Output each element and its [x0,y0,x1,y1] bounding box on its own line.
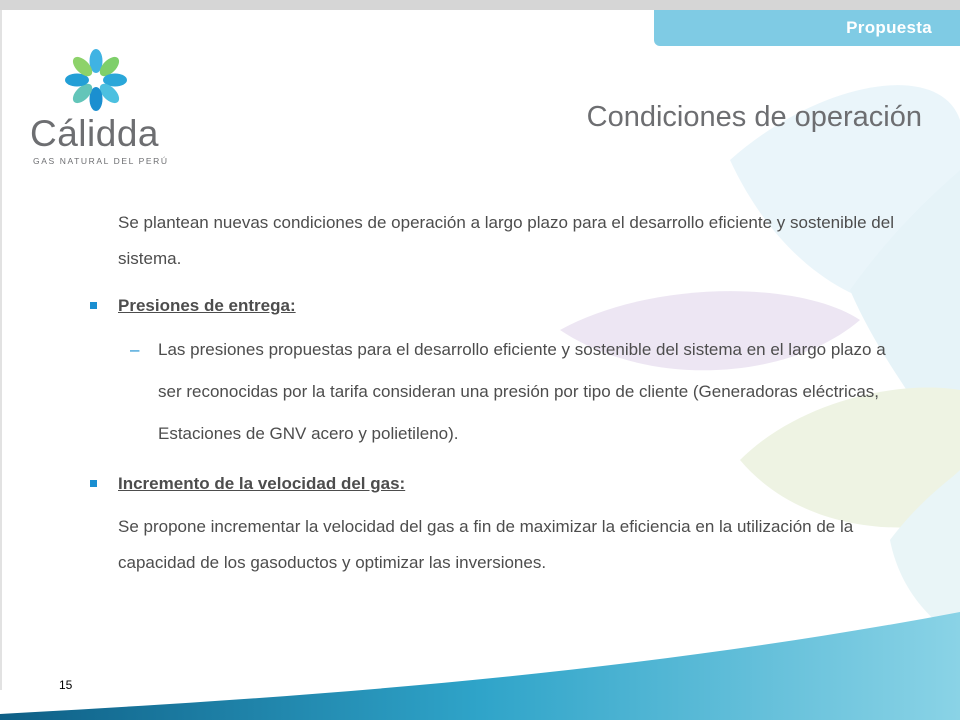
logo-tagline: GAS NATURAL DEL PERÚ [33,156,169,166]
section-tag: Propuesta [654,10,960,46]
intro-paragraph: Se plantean nuevas condiciones de operación a largo plazo para el desarrollo eficiente y sostenible del sistema. [118,213,894,268]
bullet-velocidad [90,469,894,499]
slide-body [90,205,894,581]
page-number: 15 [59,678,73,692]
sub-bullet-item [130,329,894,455]
square-bullet-icon [90,480,97,487]
square-bullet-icon [90,302,97,309]
sub-bullet-text: Las presiones propuestas para el desarrollo eficiente y sostenible del sistema en el largo plazo a ser reconocidas por la tarifa consideran una presión por tipo de cliente (Generadoras eléctricas, Estaciones de GNV acero y polietileno). [158,340,886,443]
bullet-heading: Incremento de la velocidad del gas: [118,474,406,493]
left-border [0,10,2,690]
bullet-heading: Presiones de entrega: [118,296,296,315]
page-title: Condiciones de operación [586,101,922,133]
logo-wordmark: Cálidda [30,113,159,154]
dash-bullet-icon: – [130,340,140,359]
bullet-presiones [90,291,894,321]
velocity-paragraph: Se propone incrementar la velocidad del gas a fin de maximizar la eficiencia en la utilización de la capacidad de los gasoductos y optimizar las inversiones. [118,517,854,572]
top-bar [0,0,960,10]
